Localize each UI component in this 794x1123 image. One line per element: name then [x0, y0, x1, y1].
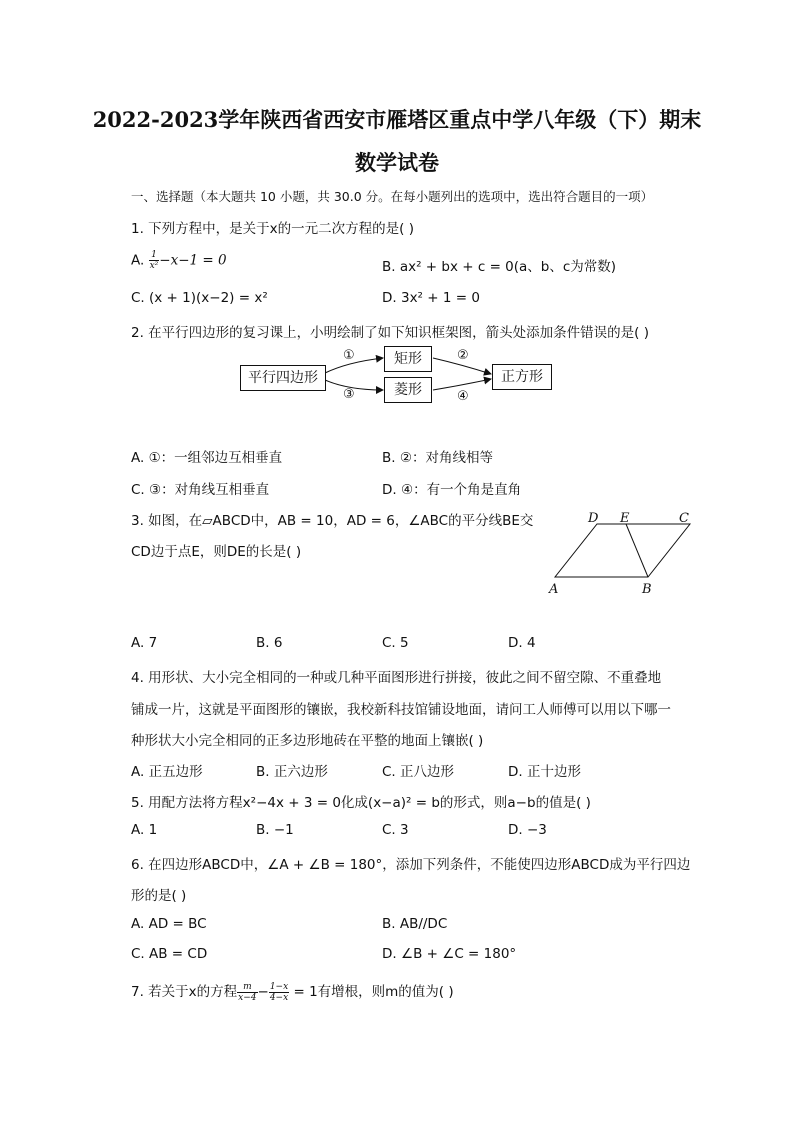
question-7-pre: 7. 若关于x的方程 [131, 984, 238, 1000]
question-3-stem-line1: 3. 如图，在▱ABCD中，AB = 10，AD = 6，∠ABC的平分线BE交 [131, 513, 534, 529]
question-3-option-a: A. 7 [131, 635, 158, 651]
question-4-option-d: D. 正十边形 [508, 764, 581, 780]
fraction-1 [237, 982, 257, 1003]
question-5-option-b: B. −1 [256, 822, 294, 838]
question-6-option-b: B. AB//DC [382, 916, 448, 932]
question-5-option-c: C. 3 [382, 822, 409, 838]
box-square: 正方形 [492, 364, 552, 390]
mark-1: ① [343, 348, 355, 363]
question-3-option-d: D. 4 [508, 635, 536, 651]
question-4-line1: 4. 用形状、大小完全相同的一种或几种平面图形进行拼接，彼此之间不留空隙、不重叠地 [131, 670, 662, 686]
mark-4: ④ [457, 389, 469, 404]
question-2-option-a: A. ①：一组邻边互相垂直 [131, 450, 283, 466]
question-2-option-c: C. ③：对角线互相垂直 [131, 482, 270, 498]
option-a-rest: −x−1 = 0 [159, 252, 227, 269]
question-7-stem [131, 980, 454, 1003]
parallelogram-figure [540, 505, 700, 600]
fraction [149, 250, 160, 271]
fraction-1-denominator: x−4 [238, 992, 257, 1003]
question-2-stem: 2. 在平行四边形的复习课上，小明绘制了如下知识框架图，箭头处添加条件错误的是( ) [131, 325, 649, 341]
question-5-option-a: A. 1 [131, 822, 158, 838]
exam-title-line1: 2022-2023学年陕西省西安市雁塔区重点中学八年级（下）期末 [92, 107, 702, 132]
box-rhombus: 菱形 [384, 377, 432, 403]
question-1-option-d: D. 3x² + 1 = 0 [382, 290, 480, 306]
fraction-numerator: 1 [149, 250, 160, 261]
question-6-option-c: C. AB = CD [131, 946, 208, 962]
label-a: A [549, 582, 559, 597]
question-4-line2: 铺成一片，这就是平面图形的镶嵌，我校新科技馆铺设地面，请问工人师傅可以用以下哪一 [131, 702, 671, 718]
section-heading: 一、选择题（本大题共 10 小题，共 30.0 分。在每小题列出的选项中，选出符合题目的一项） [131, 189, 654, 204]
label-d: D [588, 511, 599, 526]
fraction-denominator: x² [149, 261, 159, 271]
question-3-stem-line2: CD边于点E，则DE的长是( ) [131, 544, 302, 560]
question-4-option-b: B. 正六边形 [256, 764, 328, 780]
bisector-be [626, 524, 648, 577]
mark-2: ② [457, 348, 469, 363]
exam-title-line2: 数学试卷 [355, 150, 439, 175]
fraction-2-denominator: 4−x [269, 992, 289, 1003]
label-e: E [620, 511, 630, 526]
question-6-line1: 6. 在四边形ABCD中，∠A + ∠B = 180°，添加下列条件，不能使四边形ABCD成为平行四边 [131, 857, 691, 873]
question-3-option-b: B. 6 [256, 635, 283, 651]
question-2-option-b: B. ②：对角线相等 [382, 450, 493, 466]
question-6-option-a: A. AD = BC [131, 916, 207, 932]
fraction-1-numerator: m [237, 982, 257, 993]
question-1-option-b: B. ax² + bx + c = 0(a、b、c为常数) [382, 259, 617, 275]
question-7-post: = 1有增根，则m的值为( ) [289, 984, 454, 1000]
question-2-option-d: D. ④：有一个角是直角 [382, 482, 522, 498]
question-4-option-a: A. 正五边形 [131, 764, 203, 780]
question-5-option-d: D. −3 [508, 822, 547, 838]
fraction-2 [269, 982, 289, 1003]
label-b: B [642, 582, 652, 597]
mark-3: ③ [343, 387, 355, 402]
question-3-option-c: C. 5 [382, 635, 409, 651]
question-5-stem: 5. 用配方法将方程x²−4x + 3 = 0化成(x−a)² = b的形式，则a−b的值是( ) [131, 795, 591, 811]
parallelogram-abcd [555, 524, 690, 577]
question-1-option-a [131, 250, 227, 271]
question-1-stem: 1. 下列方程中，是关于x的一元二次方程的是( ) [131, 221, 414, 237]
fraction-2-numerator: 1−x [269, 981, 289, 992]
label-c: C [679, 511, 689, 526]
box-rectangle: 矩形 [384, 346, 432, 372]
question-4-option-c: C. 正八边形 [382, 764, 455, 780]
question-4-line3: 种形状大小完全相同的正多边形地砖在平整的地面上镶嵌( ) [131, 733, 484, 749]
question-6-option-d: D. ∠B + ∠C = 180° [382, 946, 517, 962]
box-parallelogram: 平行四边形 [240, 365, 326, 391]
question-6-line2: 形的是( ) [131, 888, 187, 904]
question-1-option-c: C. (x + 1)(x−2) = x² [131, 290, 268, 306]
option-a-label: A. [131, 252, 145, 269]
minus-sign: − [257, 984, 269, 1000]
